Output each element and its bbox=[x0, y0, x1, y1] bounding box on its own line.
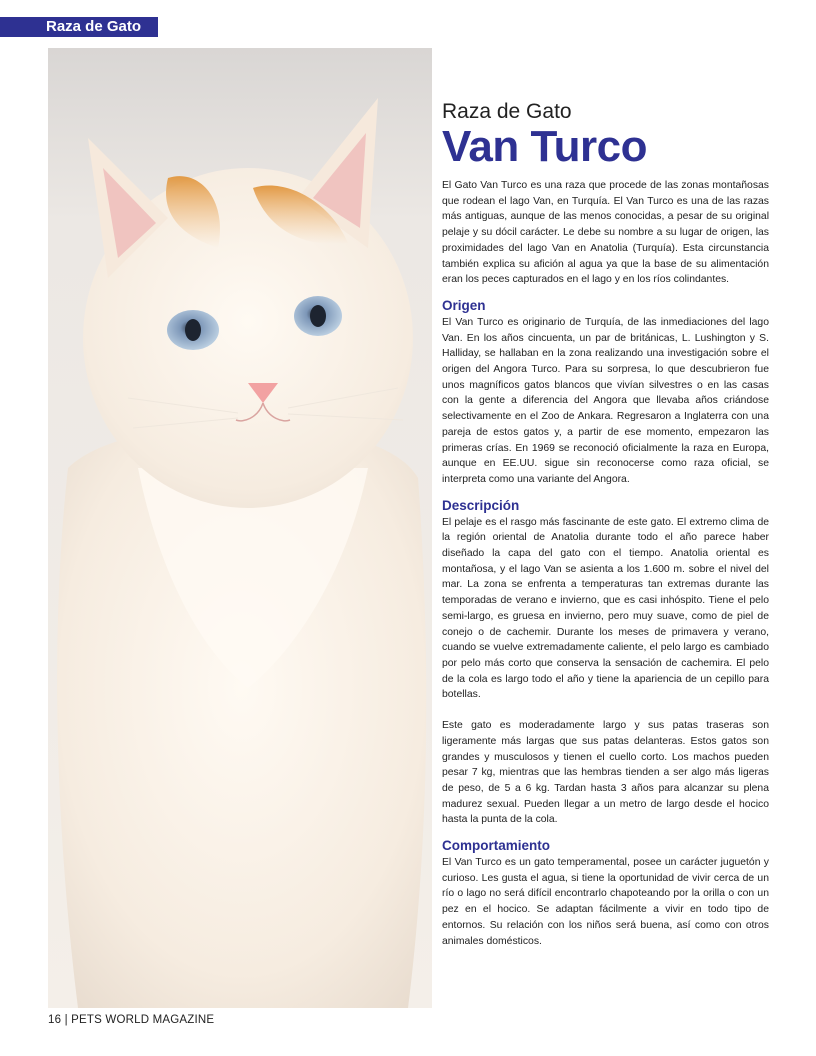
comportamiento-paragraph: El Van Turco es un gato temperamental, posee un carácter juguetón y curioso. Les gusta el agua, si tiene la oportunidad de vivir cerca de un río o lago no será difícil encontrarlo chapoteando por la orilla o con un pez en el hocico. Se adaptan fácilmente a vivir en todo tipo de entornos. Su relación con los niños será buena, así como con otros animales domésticos. bbox=[442, 857, 769, 947]
van-cat-illustration bbox=[48, 48, 432, 1008]
comportamiento-heading: Comportamiento bbox=[442, 838, 550, 854]
descripcion-paragraph-2: Este gato es moderadamente largo y sus patas traseras son ligeramente más largas que sus patas delanteras. Estos gatos son grandes y musculosos y tienen el cuello corto. Los machos pueden pesar 7 kg, mientras que las hembras tienden a ser algo más ligeras de peso, de 5 a 6 kg. Tardan hasta 3 años para alcanzar su plena madurez sexual. Pueden llegar a un metro de largo desde el hocico hasta la punta de la cola. bbox=[442, 720, 769, 826]
origen-heading: Origen bbox=[442, 297, 486, 313]
origen-paragraph: El Van Turco es originario de Turquía, de las inmediaciones del lago Van. En los años cincuenta, un par de británicas, L. Lushington y S. Halliday, se hallaban en la zona realizando una investigación sobre el origen del Angora Turco. Para su sorpresa, lo que descubrieron fue unos magníficos gatos blancos que vivían silvestres o en las casas con la gente a diferencia del Angora que llevaba años criándose selectivamente en el Zoo de Ankara. Regresaron a Inglaterra con una pareja de estos gatos y, a partir de ese momento, empezaron las primeras crías. En 1969 se reconoció oficialmente la raza en Europa, aunque en EE.UU. sigue sin reconocerse como raza oficial, se interpreta como una variante del Angora. bbox=[442, 316, 769, 485]
descripcion-heading: Descripción bbox=[442, 497, 520, 513]
intro-paragraph: El Gato Van Turco es una raza que procede de las zonas montañosas que rodean el lago Van, en Turquía. El Van Turco es una de las razas más antiguas, aunque de las menos conocidas, a pesar de su original pelaje y su dócil carácter. Le debe su nombre a su lugar de origen, las proximidades del lago Van en Anatolia (Turquía). Esta circunstancia también explica su afición al agua ya que la base de su alimentación eran los peces capturados en el lago y en los ríos colindantes. bbox=[442, 180, 769, 286]
section-tab: Raza de Gato bbox=[0, 17, 158, 37]
article-title: Van Turco bbox=[442, 122, 647, 171]
page-footer: 16 | PETS WORLD MAGAZINE bbox=[48, 1014, 215, 1026]
cat-photo bbox=[48, 48, 432, 1008]
descripcion-paragraph-1: El pelaje es el rasgo más fascinante de este gato. El extremo clima de la región oriental de Anatolia durante todo el año parece haber diseñado la capa del gato con el tiempo. Anatolia oriental es montañosa, y el lago Van se asienta a los 1.600 m. sobre el nivel del mar. La zona se enfrenta a temperaturas tan extremas durante las temporadas de verano e invierno, que es casi inhóspito. Tiene el pelo semi-largo, es gruesa en invierno, pero muy suave, como de piel de conejo o de cachemir. Durante los meses de primavera y verano, cuando se vuelve extremadamente caliente, el pelo largo es cambiado por pelo más corto que conserva la sensación de cachemira. El pelo de la cola es largo todo el año y tiene la apariencia de un cepillo para botellas. bbox=[442, 516, 769, 701]
article bbox=[442, 100, 769, 949]
article-kicker: Raza de Gato bbox=[442, 100, 572, 123]
